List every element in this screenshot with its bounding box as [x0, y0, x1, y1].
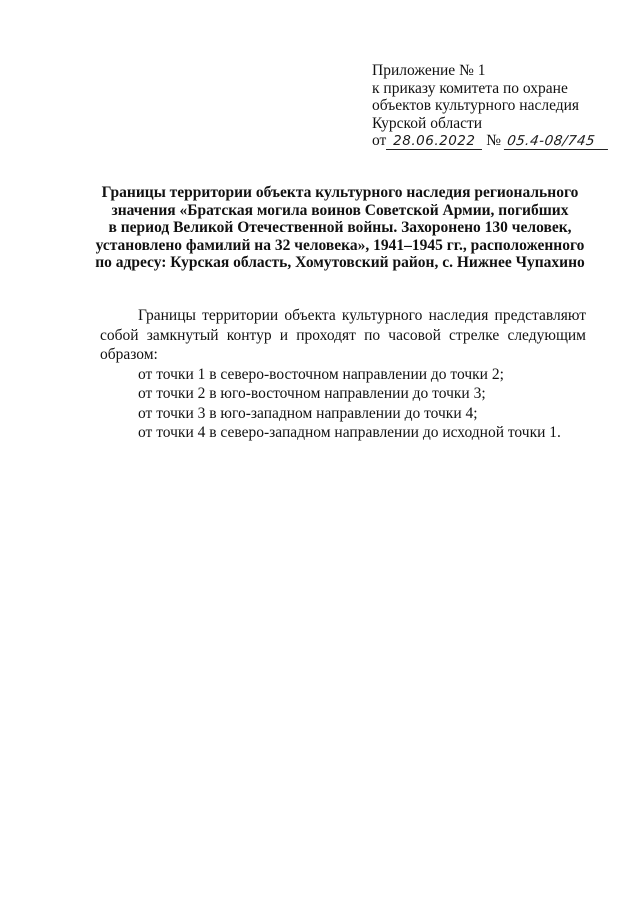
- appendix-order-ref: к приказу комитета по охране: [372, 79, 568, 97]
- order-date-number-line: [372, 132, 622, 152]
- title-line-4: установлено фамилий на 32 человека», 1941–1945 гг., расположенного: [95, 236, 585, 254]
- appendix-committee: объектов культурного наследия: [372, 97, 580, 114]
- document-body: [100, 306, 586, 443]
- appendix-region: Курской области: [372, 114, 483, 132]
- boundary-point-item: от точки 2 в юго-восточном направлении до точки 3;: [138, 385, 486, 402]
- appendix-block: [372, 62, 622, 152]
- number-prefix: №: [486, 132, 501, 149]
- boundary-point-item: от точки 1 в северо-восточном направлении до точки 2;: [138, 365, 504, 383]
- title-line-1: Границы территории объекта культурного наследия регионального: [101, 184, 579, 201]
- handwritten-date: 28.06.2022: [386, 134, 482, 150]
- boundary-points-list: [100, 365, 586, 443]
- title-line-3: в период Великой Отечественной войны. Захоронено 130 человек,: [108, 219, 572, 236]
- document-title: [90, 184, 590, 272]
- handwritten-order-number: 05.4-08/745: [504, 134, 610, 150]
- title-line-2: значения «Братская могила воинов Советской Армии, погибших: [111, 201, 569, 219]
- boundary-point-item: от точки 4 в северо-западном направлении до исходной точки 1.: [138, 424, 561, 441]
- appendix-title: Приложение № 1: [372, 62, 486, 79]
- date-prefix: от: [372, 132, 387, 149]
- boundary-point-item: от точки 3 в юго-западном направлении до точки 4;: [138, 404, 478, 422]
- intro-paragraph: Границы территории объекта культурного наследия представляют собой замкнутый контур и проходят по часовой стрелке следующим образом:: [100, 307, 586, 363]
- title-line-5: по адресу: Курская область, Хомутовский район, с. Нижнее Чупахино: [95, 254, 585, 271]
